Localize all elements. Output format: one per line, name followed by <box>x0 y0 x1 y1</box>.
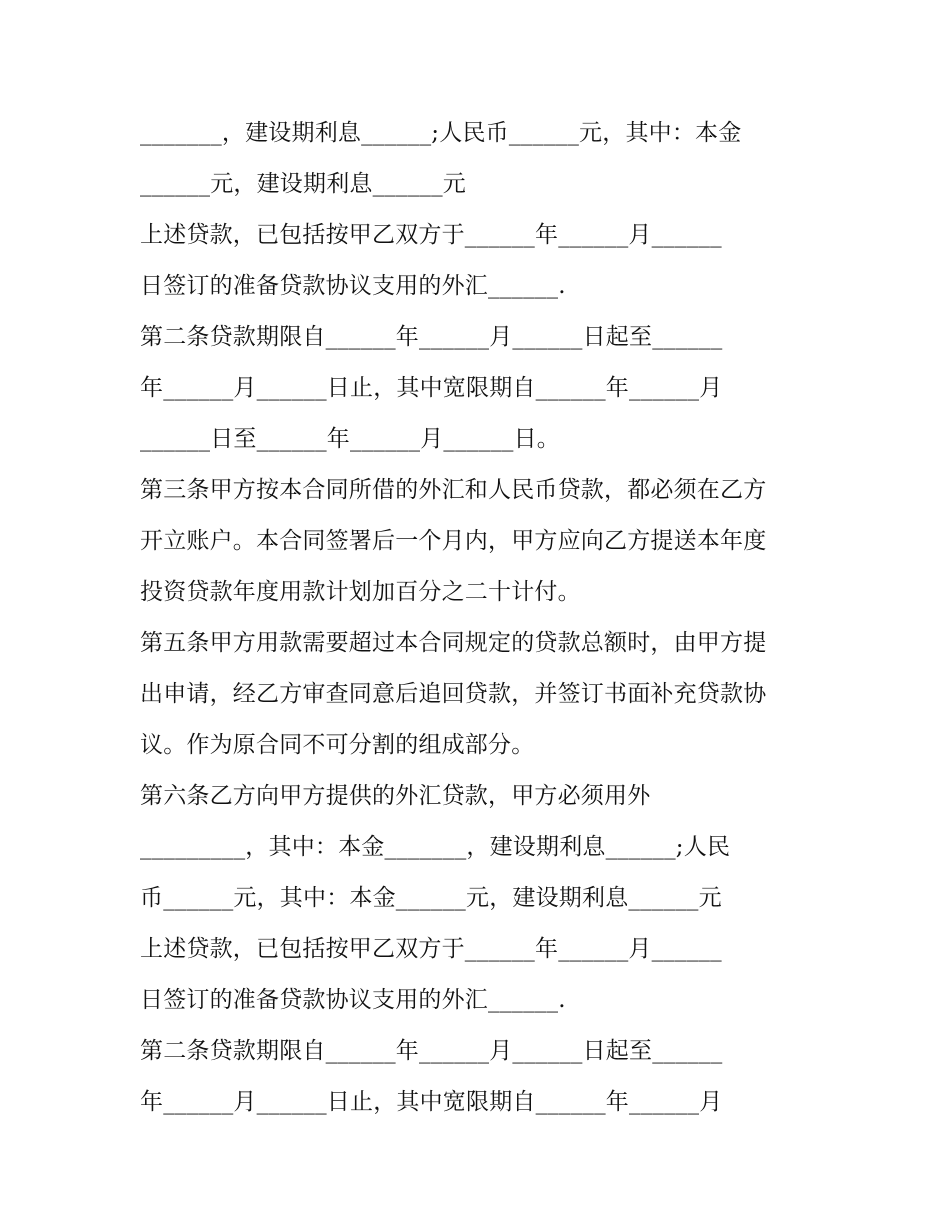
text-line: _______，建设期利息______;人民币______元，其中：本金 <box>140 120 742 146</box>
text-line: _________，其中：本金_______，建设期利息______;人民 <box>140 834 731 860</box>
document-body <box>140 108 820 1128</box>
text-line: 第二条贷款期限自______年______月______日起至______ <box>140 324 723 350</box>
text-line: 出申请，经乙方审查同意后追回贷款，并签订书面补充贷款协 <box>140 681 767 707</box>
text-line: 日签订的准备贷款协议支用的外汇______. <box>140 273 566 299</box>
text-line: 第六条乙方向甲方提供的外汇贷款，甲方必须用外 <box>140 783 651 809</box>
text-line: 上述贷款，已包括按甲乙双方于______年______月______ <box>140 222 722 248</box>
text-line: ______日至______年______月______日。 <box>140 426 560 452</box>
text-line: 日签订的准备贷款协议支用的外汇______. <box>140 987 566 1013</box>
text-line: 第二条贷款期限自______年______月______日起至______ <box>140 1038 723 1064</box>
text-line: ______元，建设期利息______元 <box>140 171 466 197</box>
text-line: 年______月______日止，其中宽限期自______年______月 <box>140 1089 723 1115</box>
text-line: 议。作为原合同不可分割的组成部分。 <box>140 732 535 758</box>
text-line: 币______元，其中：本金______元，建设期利息______元 <box>140 885 722 911</box>
text-line: 第三条甲方按本合同所借的外汇和人民币贷款，都必须在乙方 <box>140 477 767 503</box>
text-line: 年______月______日止，其中宽限期自______年______月 <box>140 375 723 401</box>
text-line: 投资贷款年度用款计划加百分之二十计付。 <box>140 579 581 605</box>
text-line: 第五条甲方用款需要超过本合同规定的贷款总额时，由甲方提 <box>140 630 767 656</box>
text-line: 开立账户。本合同签署后一个月内，甲方应向乙方提送本年度 <box>140 528 767 554</box>
text-line: 上述贷款，已包括按甲乙双方于______年______月______ <box>140 936 722 962</box>
